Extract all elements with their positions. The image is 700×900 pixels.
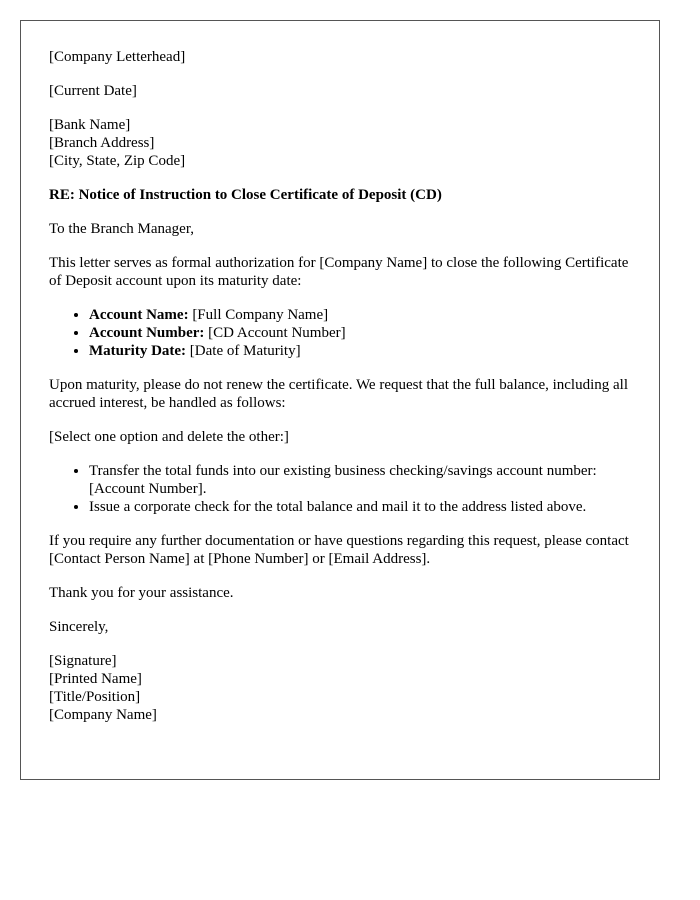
account-name-item	[89, 306, 631, 324]
maturity-instruction-paragraph: Upon maturity, please do not renew the certificate. We request that the full balance, including all accrued interest, be handled as follows:	[49, 377, 629, 411]
closing-line: Sincerely,	[49, 619, 109, 635]
company-name-line: [Company Name]	[49, 707, 157, 723]
account-name-label: Account Name:	[89, 307, 189, 323]
transfer-option: • Transfer the total funds into our existing business checking/savings account number: [Account Number].	[89, 462, 631, 498]
contact-paragraph: If you require any further documentation or have questions regarding this request, please contact [Contact Person Name] at [Phone Number] or [Email Address].	[49, 533, 629, 567]
letter-body	[49, 48, 631, 724]
title-position-line: [Title/Position]	[49, 689, 141, 705]
account-number-item	[89, 324, 631, 342]
maturity-date-item	[89, 342, 631, 360]
letter-page	[20, 20, 660, 780]
signature-line: [Signature]	[49, 653, 117, 669]
maturity-date-label: Maturity Date:	[89, 343, 187, 359]
account-number-value: [CD Account Number]	[208, 325, 346, 341]
intro-paragraph: This letter serves as formal authorization for [Company Name] to close the following Certificate of Deposit account upon its maturity date:	[49, 255, 629, 289]
disbursement-options-list	[49, 462, 631, 516]
salutation: To the Branch Manager,	[49, 221, 194, 237]
branch-address: [Branch Address]	[49, 135, 155, 151]
company-letterhead: [Company Letterhead]	[49, 49, 186, 65]
check-option: • Issue a corporate check for the total balance and mail it to the address listed above.	[89, 498, 631, 516]
subject-line: RE: Notice of Instruction to Close Certificate of Deposit (CD)	[49, 187, 442, 203]
thanks-line: Thank you for your assistance.	[49, 585, 234, 601]
account-details-list	[49, 306, 631, 360]
signature-block	[49, 652, 631, 724]
letter-date: [Current Date]	[49, 83, 137, 99]
maturity-date-value: [Date of Maturity]	[189, 343, 301, 359]
account-name-value: [Full Company Name]	[192, 307, 329, 323]
bank-name: [Bank Name]	[49, 117, 131, 133]
city-state-zip: [City, State, Zip Code]	[49, 153, 186, 169]
select-option-note: [Select one option and delete the other:]	[49, 429, 289, 445]
printed-name-line: [Printed Name]	[49, 671, 142, 687]
account-number-label: Account Number:	[89, 325, 205, 341]
recipient-address	[49, 116, 631, 170]
